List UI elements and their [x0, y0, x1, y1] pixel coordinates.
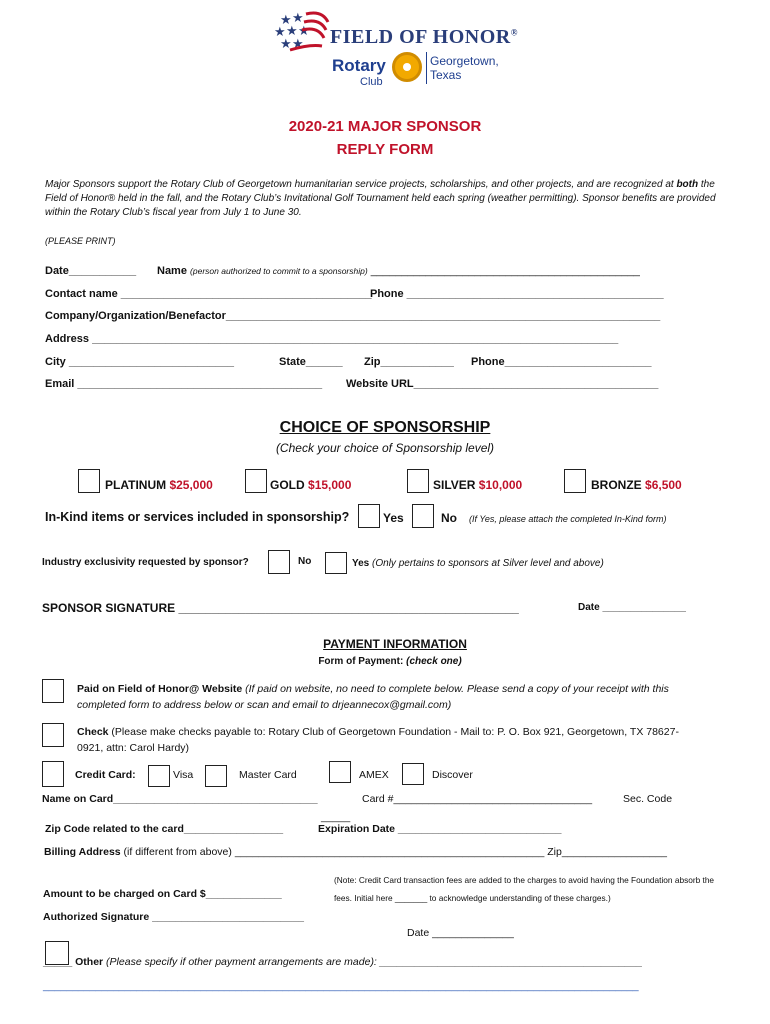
credit-card-label: Credit Card:	[75, 769, 136, 781]
signature-date-field[interactable]: Date _______________	[578, 602, 686, 613]
inkind-note: (If Yes, please attach the completed In-Kind form)	[469, 514, 667, 524]
phone2-field[interactable]: Phone________________________	[471, 356, 652, 368]
mastercard-label: Master Card	[239, 769, 297, 781]
rotary-wordmark: Rotary	[332, 56, 386, 75]
logo-divider	[426, 52, 427, 84]
please-print: (PLEASE PRINT)	[45, 236, 116, 246]
credit-card-checkbox[interactable]	[42, 761, 64, 787]
silver-label: SILVER $10,000	[433, 478, 523, 492]
club-wordmark: Club	[360, 76, 383, 88]
rotary-wheel-icon	[392, 52, 422, 82]
zip-code-card-field[interactable]: Zip Code related to the card_________________	[45, 823, 284, 835]
payment-date-field[interactable]: Date ______________	[407, 927, 514, 939]
other-payment-line[interactable]: ______________________________________________________________________________________________________	[43, 980, 639, 992]
inkind-no-checkbox[interactable]	[412, 504, 434, 528]
exclusivity-yes-row: Yes (Only pertains to sponsors at Silver level and above)	[352, 558, 604, 569]
visa-label: Visa	[173, 769, 194, 781]
exclusivity-no-label: No	[298, 556, 312, 567]
sponsor-signature-field[interactable]: SPONSOR SIGNATURE ___________________________________________________	[42, 601, 519, 615]
inkind-yes-checkbox[interactable]	[358, 504, 380, 528]
payment-heading: PAYMENT INFORMATION	[323, 637, 467, 651]
exclusivity-question: Industry exclusivity requested by sponsor?	[42, 557, 249, 568]
form-title-line2: REPLY FORM	[336, 141, 434, 158]
fee-note-line1: (Note: Credit Card transaction fees are added to the charges to avoid having the Foundation absorb the	[334, 875, 715, 885]
city-field[interactable]: City ___________________________	[45, 356, 235, 368]
amex-label: AMEX	[359, 769, 389, 781]
website-payment-checkbox[interactable]	[42, 679, 64, 703]
form-title-line1: 2020-21 MAJOR SPONSOR	[288, 118, 482, 135]
zip-field[interactable]: Zip____________	[364, 356, 454, 368]
authorized-signature-field[interactable]: Authorized Signature __________________________	[43, 911, 304, 923]
billing-address-field[interactable]: Billing Address (if different from above) _____________________________________________________ Zip__________________	[44, 846, 667, 858]
contact-name-field[interactable]: Contact name _________________________________________	[45, 288, 372, 300]
fee-note-line2: fees. Initial here _______ to acknowledge understanding of these charges.)	[334, 893, 611, 903]
exclusivity-no-checkbox[interactable]	[268, 550, 290, 574]
website-payment-text: Paid on Field of Honor@ Website (If paid on website, no need to complete below. Please send a copy of your receipt with this completed form to address below or scan and email to drjeannecox@gmail.com)	[77, 683, 669, 711]
discover-checkbox[interactable]	[402, 763, 424, 785]
bronze-checkbox[interactable]	[564, 469, 586, 493]
website-field[interactable]: Website URL________________________________________	[346, 378, 659, 390]
platinum-checkbox[interactable]	[78, 469, 100, 493]
state-field[interactable]: State______	[279, 356, 343, 368]
discover-label: Discover	[432, 769, 473, 781]
exclusivity-yes-checkbox[interactable]	[325, 552, 347, 574]
stars-flag-icon: ★ ★ ★ ★ ★ ★ ★	[270, 8, 332, 68]
bronze-label: BRONZE $6,500	[591, 478, 682, 492]
company-field[interactable]: Company/Organization/Benefactor_______________________________________________________________________	[45, 310, 661, 322]
sponsorship-subheading: (Check your choice of Sponsorship level)	[275, 441, 495, 455]
name-field[interactable]: Name (person authorized to commit to a sponsorship) ____________________________________________	[157, 265, 640, 277]
amount-field[interactable]: Amount to be charged on Card $_____________	[43, 888, 282, 900]
logo	[270, 8, 518, 90]
amex-checkbox[interactable]	[329, 761, 351, 783]
gold-checkbox[interactable]	[245, 469, 267, 493]
mastercard-checkbox[interactable]	[205, 765, 227, 787]
date-field[interactable]: Date___________	[45, 265, 137, 277]
location-line2: Texas	[430, 68, 462, 82]
inkind-question: In-Kind items or services included in sponsorship?	[45, 510, 350, 524]
visa-checkbox[interactable]	[148, 765, 170, 787]
card-number-field[interactable]: Card #__________________________________	[362, 793, 593, 805]
other-payment-text[interactable]: _____ Other (Please specify if other payment arrangements are made): _____________________________________________	[43, 956, 643, 968]
inkind-yes-label: Yes	[383, 511, 404, 525]
gold-label: GOLD $15,000	[270, 478, 352, 492]
sponsorship-heading: CHOICE OF SPONSORSHIP	[279, 419, 491, 436]
silver-checkbox[interactable]	[407, 469, 429, 493]
intro-paragraph: Major Sponsors support the Rotary Club of Georgetown humanitarian service projects, scholarships, and other projects, and are recognized at both the Field of Honor® held in the fall, and the Rotary Club’s Invitational Golf Tournament held each spring (weather permitting). Sponsor benefits are provided within the Rotary Club’s fiscal year from July 1 to June 30.	[45, 179, 716, 218]
org-name: FIELD OF HONOR®	[330, 26, 518, 48]
check-payment-checkbox[interactable]	[42, 723, 64, 747]
sec-code-label: Sec. Code	[623, 793, 673, 805]
inkind-no-label: No	[441, 511, 457, 525]
email-field[interactable]: Email ________________________________________	[45, 378, 323, 390]
sec-code-field[interactable]: _____	[321, 811, 351, 823]
expiration-field[interactable]: Expiration Date ____________________________	[318, 823, 562, 835]
phone-field[interactable]: Phone __________________________________________	[370, 288, 664, 300]
name-on-card-field[interactable]: Name on Card___________________________________	[42, 793, 318, 805]
check-payment-text: Check (Please make checks payable to: Rotary Club of Georgetown Foundation - Mail to: P. O. Box 921, Georgetown, TX 78627-0921, attn: Carol Hardy)	[77, 726, 679, 754]
location-line1: Georgetown,	[430, 54, 499, 68]
platinum-label: PLATINUM $25,000	[105, 478, 213, 492]
address-field[interactable]: Address ______________________________________________________________________________________	[45, 333, 619, 345]
form-of-payment: Form of Payment: (check one)	[318, 656, 462, 667]
